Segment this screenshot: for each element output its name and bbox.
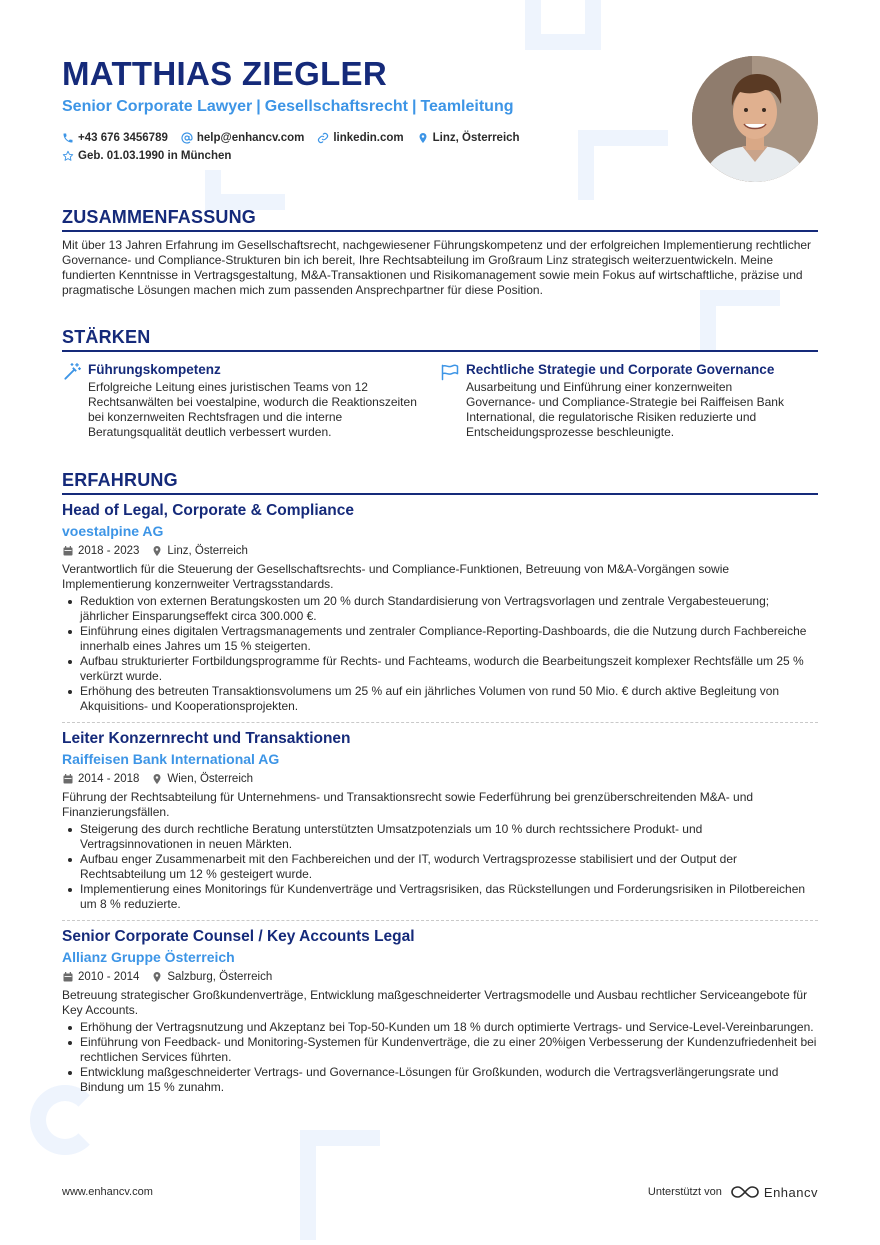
phone-icon xyxy=(62,132,74,144)
job-title: Head of Legal, Corporate & Compliance xyxy=(62,502,354,519)
job-location xyxy=(151,971,272,983)
bullet-item: Aufbau enger Zusammenarbeit mit den Fachbereichen und der IT, wodurch Vertragsprozesse stabilisiert und der Output der Rechtsabteilung um 12 % gesteigert wurde. xyxy=(62,852,818,882)
strengths-section xyxy=(62,326,818,440)
brand-name: Enhancv xyxy=(763,1184,818,1200)
bullet-item: Erhöhung des betreuten Transaktionsvolumens um 25 % auf ein jährliches Volumen von rund 50 Mio. € durch aktive Begleitung von Akquisitions- und Kooperationsprojekten. xyxy=(62,684,818,714)
section-title: STÄRKEN xyxy=(62,326,818,352)
strength-item xyxy=(440,361,818,440)
job-company: voestalpine AG xyxy=(62,523,164,539)
magic-wand-icon xyxy=(62,361,88,440)
job-entry xyxy=(62,495,818,723)
flag-icon xyxy=(440,361,466,440)
linkedin-text: linkedin.com xyxy=(333,132,404,144)
summary-section xyxy=(62,206,818,298)
job-location xyxy=(151,773,253,785)
job-title: Senior Corporate Counsel / Key Accounts Legal xyxy=(62,928,415,945)
job-location-text: Salzburg, Österreich xyxy=(167,971,273,983)
bullet-item: Reduktion von externen Beratungskosten um 20 % durch Standardisierung von Vertragsvorlagen und zentrale Vergabesteuerung; jährlicher Einsparungseffekt circa 300.000 €. xyxy=(62,594,818,624)
job-meta xyxy=(62,771,818,787)
page-footer xyxy=(62,1183,818,1201)
contact-location xyxy=(417,129,520,147)
bullet-item: Entwicklung maßgeschneiderter Vertrags- und Governance-Lösungen für Großkunden, wodurch die Vertragsverlängerungsrate und Bindung um 15 % zunahm. xyxy=(62,1065,818,1095)
job-location-text: Wien, Österreich xyxy=(167,773,254,785)
contact-linkedin[interactable] xyxy=(317,129,403,147)
strength-item xyxy=(62,361,440,440)
bullet-item: Einführung von Feedback- und Monitoring-Systemen für Kundenverträge, die zu einer 20%igen Verbesserung der Kundenzufriedenheit bei rechtlichen Services führten. xyxy=(62,1035,818,1065)
resume-header xyxy=(62,56,818,206)
location-pin-icon xyxy=(151,545,163,557)
tagline-separator: | xyxy=(411,98,417,115)
bullet-item: Aufbau strukturierter Fortbildungsprogramme für Rechts- und Fachteams, wodurch die Bearbeitungszeit komplexer Rechtsfälle um 25 % verkürzt wurde. xyxy=(62,654,818,684)
job-location xyxy=(151,545,248,557)
section-title: ERFAHRUNG xyxy=(62,469,818,495)
phone-text: +43 676 3456789 xyxy=(78,132,168,144)
job-description: Verantwortlich für die Steuerung der Gesellschaftsrechts- und Compliance-Funktionen, Betreuung von M&A-Vorgängen sowie Implementierung konzernweiter Vertragsstandards. xyxy=(62,562,730,591)
footer-website-link[interactable]: www.enhancv.com xyxy=(62,1186,153,1198)
job-dates-text: 2014 - 2018 xyxy=(78,773,140,785)
job-bullets xyxy=(62,594,818,714)
email-text: help@enhancv.com xyxy=(196,132,305,144)
at-icon xyxy=(181,132,193,144)
star-icon xyxy=(62,150,74,162)
section-title: ZUSAMMENFASSUNG xyxy=(62,206,818,232)
job-dates xyxy=(62,773,139,785)
infinity-logo-icon xyxy=(730,1185,760,1199)
contact-email[interactable] xyxy=(181,129,305,147)
footer-powered-by xyxy=(648,1185,818,1200)
candidate-name: MATTHIAS ZIEGLER xyxy=(62,55,388,92)
job-location-text: Linz, Österreich xyxy=(167,545,248,557)
job-dates-text: 2018 - 2023 xyxy=(78,545,140,557)
job-bullets xyxy=(62,822,818,912)
job-entry xyxy=(62,921,818,1095)
background-decoration xyxy=(525,0,601,50)
location-pin-icon xyxy=(417,132,429,144)
job-bullets xyxy=(62,1020,818,1095)
bullet-item: Steigerung des durch rechtliche Beratung unterstützten Umsatzpotenzials um 10 % durch rechtssichere Produkt- und Vertragsinnovationen in neuen Märkten. xyxy=(62,822,818,852)
job-entry xyxy=(62,723,818,921)
powered-by-text: Unterstützt von xyxy=(647,1186,722,1198)
birth-text: Geb. 01.03.1990 in München xyxy=(78,150,232,162)
tagline-part: Senior Corporate Lawyer xyxy=(62,98,253,115)
resume-page xyxy=(62,56,818,1095)
location-pin-icon xyxy=(151,971,163,983)
tagline-part: Teamleitung xyxy=(420,98,514,115)
tagline-separator: | xyxy=(256,98,261,115)
strengths-list xyxy=(62,361,818,440)
link-icon xyxy=(317,132,329,144)
bullet-item: Einführung eines digitalen Vertragsmanagements und zentraler Compliance-Reporting-Dashboards, die die Nutzung durch Fachbereiche innerhalb eines Jahres um 15 % steigerten. xyxy=(62,624,818,654)
strength-title: Rechtliche Strategie und Corporate Governance xyxy=(466,362,775,377)
calendar-icon xyxy=(62,773,74,785)
job-dates xyxy=(62,971,139,983)
profile-photo xyxy=(692,56,818,182)
job-meta xyxy=(62,543,818,559)
background-decoration xyxy=(30,1085,100,1155)
contact-phone[interactable] xyxy=(62,129,168,147)
location-text: Linz, Österreich xyxy=(432,132,520,144)
strength-text: Erfolgreiche Leitung eines juristischen Teams von 12 Rechtsanwälten bei voestalpine, wodurch die Reaktionszeiten bei konzernweiten Rechtsfragen und die interne Beratungsqualität deutlich verbessert wurden. xyxy=(88,380,417,439)
tagline-part: Gesellschaftsrecht xyxy=(264,98,408,115)
experience-section xyxy=(62,469,818,1095)
bullet-item: Implementierung eines Monitorings für Kundenverträge und Vertragsrisiken, das Rückstellungen und Forderungsrisiken in Pilotbereichen um 8 % reduzierte. xyxy=(62,882,818,912)
job-dates xyxy=(62,545,139,557)
strength-title: Führungskompetenz xyxy=(88,362,221,377)
calendar-icon xyxy=(62,971,74,983)
strength-text: Ausarbeitung und Einführung einer konzernweiten Governance- und Compliance-Strategie bei Raiffeisen Bank International, die regulatorische Risiken reduzierte und Entscheidungsprozesse beschleunigte. xyxy=(466,380,784,439)
job-description: Betreuung strategischer Großkundenverträge, Entwicklung maßgeschneiderter Vertragsmodelle und Ausbau rechtlicher Serviceangebote für Key Accounts. xyxy=(62,988,808,1017)
job-description: Führung der Rechtsabteilung für Unternehmens- und Transaktionsrecht sowie Federführung bei grenzüberschreitenden M&A- und Finanzierungsfällen. xyxy=(62,790,754,819)
job-title: Leiter Konzernrecht und Transaktionen xyxy=(62,730,351,747)
job-company: Allianz Gruppe Österreich xyxy=(62,949,235,965)
job-dates-text: 2010 - 2014 xyxy=(78,971,140,983)
location-pin-icon xyxy=(151,773,163,785)
calendar-icon xyxy=(62,545,74,557)
job-company: Raiffeisen Bank International AG xyxy=(62,751,280,767)
bullet-item: Erhöhung der Vertragsnutzung und Akzeptanz bei Top-50-Kunden um 18 % durch optimierte Vertrags- und Service-Level-Vereinbarungen. xyxy=(62,1020,818,1035)
job-meta xyxy=(62,969,818,985)
contact-birth xyxy=(62,147,231,165)
enhancv-logo[interactable] xyxy=(730,1185,818,1200)
summary-text: Mit über 13 Jahren Erfahrung im Gesellschaftsrecht, nachgewiesener Führungskompetenz und der erfolgreichen Implementierung rechtlicher Governance- und Compliance-Strukturen bin ich bereit, Ihre Rechtsabteilung im Großraum Linz strategisch weiterzuentwickeln. Meine fundierten Kenntnisse in Vertragsgestaltung, M&A-Transaktionen und Risikomanagement sowie mein Fokus auf wirtschaftliche, präzise und pragmatische Lösungen machen mich zum passenden Ansprechpartner für diese Position. xyxy=(62,238,812,297)
